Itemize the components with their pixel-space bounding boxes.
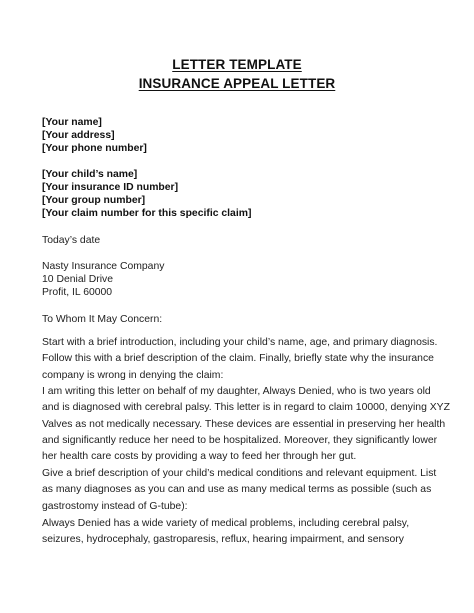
- paragraph-example-intro: [42, 384, 450, 465]
- paragraph-line: as many diagnoses as you can and use as many medical terms as possible (such as: [42, 484, 432, 496]
- paragraph-example-conditions: [42, 516, 442, 549]
- title-insurance-appeal-letter: INSURANCE APPEAL LETTER: [138, 76, 336, 91]
- child-name: [Your child’s name]: [42, 169, 138, 180]
- paragraph-line: Always Denied has a wide variety of medical problems, including cerebral palsy,: [42, 518, 410, 529]
- paragraph-line: and is diagnosed with cerebral palsy. This letter is in regard to claim 10000, denying XYZ: [42, 402, 450, 414]
- claim-number: [Your claim number for this specific claim]: [42, 208, 252, 219]
- paragraph-line: gastrostomy instead of G-tube):: [42, 500, 188, 512]
- letter-date: Today’s date: [42, 235, 101, 246]
- paragraph-line: Give a brief description of your child’s medical conditions and relevant equipment. List: [42, 468, 437, 479]
- group-number: [Your group number]: [42, 195, 146, 206]
- paragraph-line: her health care costs by providing a way to feed her through her gut.: [42, 451, 357, 463]
- paragraph-line: company is wrong in denying the claim:: [42, 369, 224, 381]
- salutation: To Whom It May Concern:: [42, 314, 163, 325]
- insurance-id: [Your insurance ID number]: [42, 182, 179, 193]
- recipient-company: Nasty Insurance Company: [42, 261, 165, 272]
- title-letter-template: LETTER TEMPLATE: [172, 57, 302, 72]
- paragraph-line: and significantly reduce her need to be hospitalized. Moreover, they significantly lower: [42, 434, 438, 446]
- paragraph-line: seizures, hydrocephaly, gastroparesis, reflux, hearing impairment, and sensory: [42, 534, 404, 546]
- recipient-street: 10 Denial Drive: [42, 274, 114, 285]
- paragraph-line: Follow this with a brief description of the claim. Finally, briefly state why the insurance: [42, 353, 434, 365]
- paragraph-line: I am writing this letter on behalf of my daughter, Always Denied, who is two years old: [42, 386, 431, 397]
- paragraph-line: Start with a brief introduction, including your child’s name, age, and primary diagnosis.: [42, 337, 438, 348]
- paragraph-instructions-intro: [42, 335, 442, 384]
- recipient-city: Profit, IL 60000: [42, 287, 113, 298]
- paragraph-instructions-conditions: [42, 466, 442, 515]
- paragraph-line: Valves as not medically necessary. These devices are essential in preserving her health: [42, 418, 446, 430]
- sender-address: [Your address]: [42, 130, 115, 141]
- sender-name: [Your name]: [42, 117, 102, 128]
- sender-phone: [Your phone number]: [42, 143, 147, 154]
